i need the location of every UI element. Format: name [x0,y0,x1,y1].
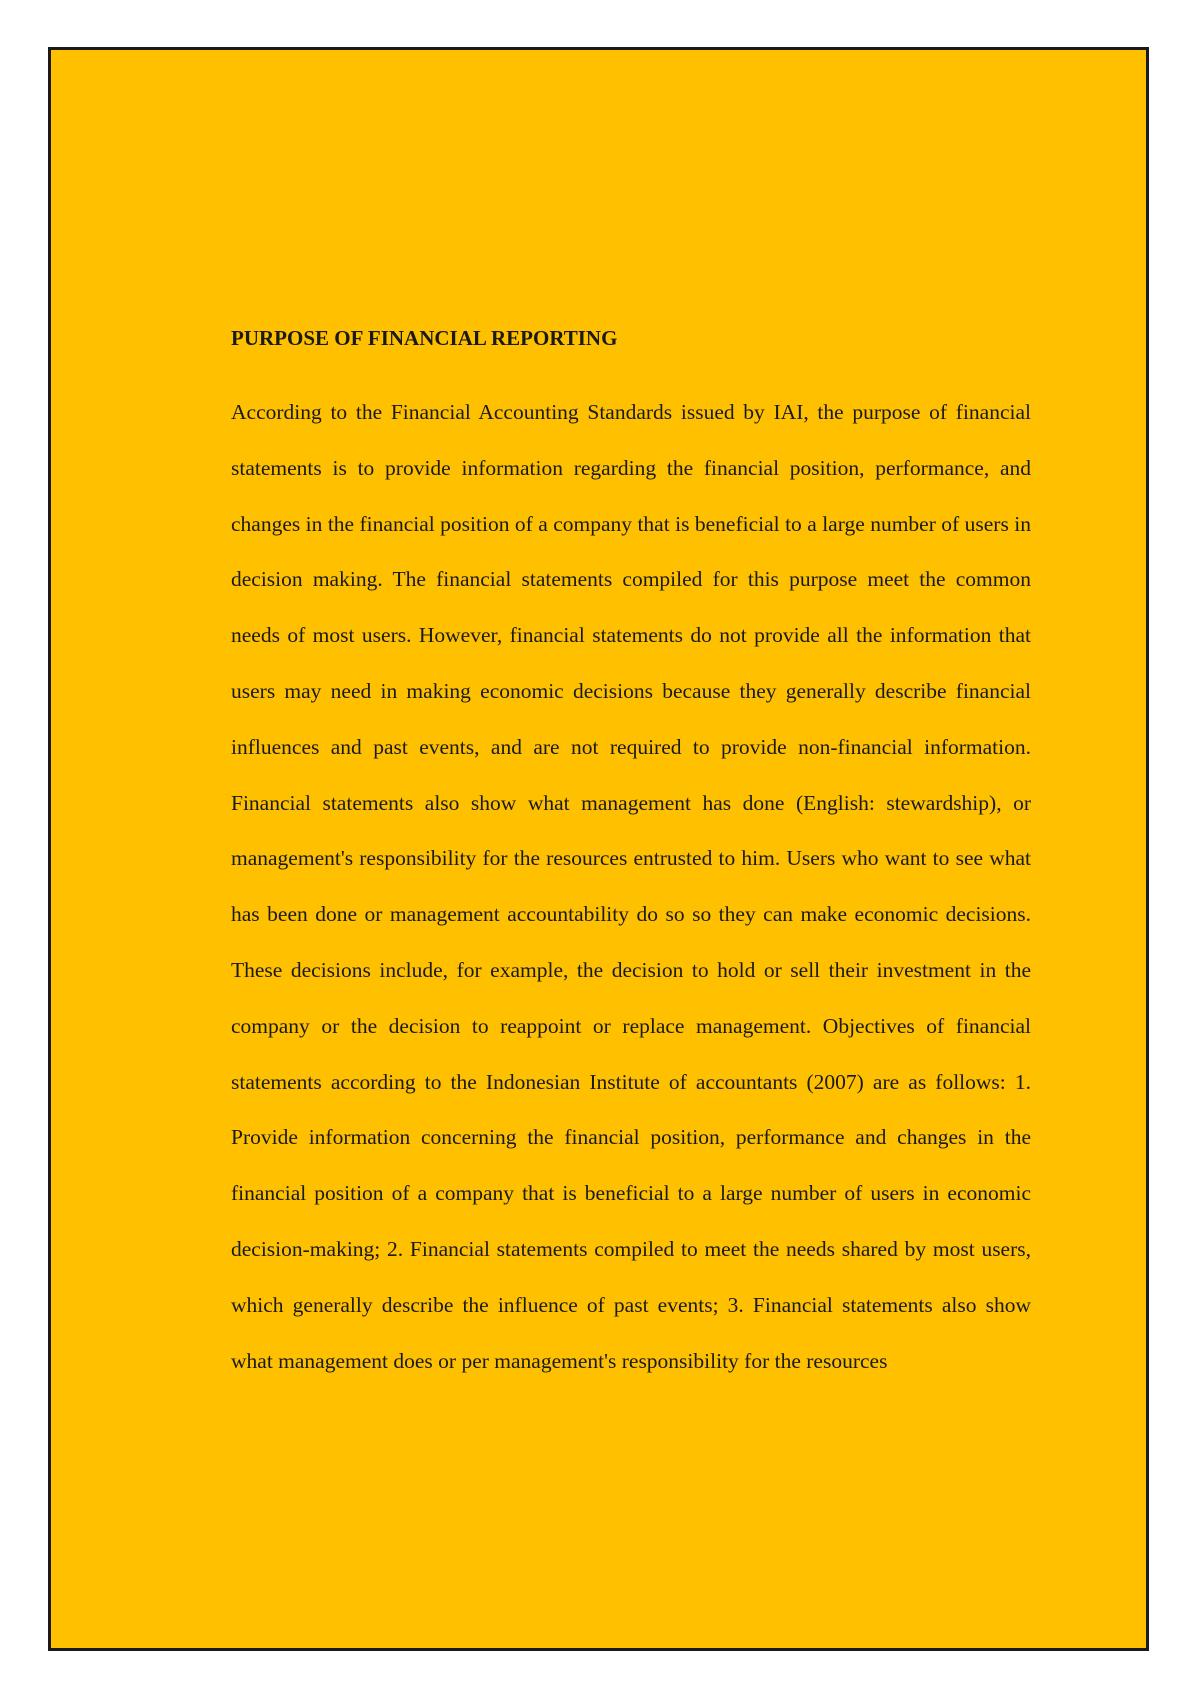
section-heading: PURPOSE OF FINANCIAL REPORTING [231,326,618,350]
document-content [231,328,1031,1389]
document-page [48,47,1149,1651]
body-paragraph: According to the Financial Accounting Standards issued by IAI, the purpose of financial statements is to provide information regarding the financial position, performance, and changes in the financial position of a company that is beneficial to a large number of users in decision making. The financial statements compiled for this purpose meet the common needs of most users. However, financial statements do not provide all the information that users may need in making economic decisions because they generally describe financial influences and past events, and are not required to provide non-financial information. Financial statements also show what management has done (English: stewardship), or management's responsibility for the resources entrusted to him. Users who want to see what has been done or management accountability do so so they can make economic decisions. These decisions include, for example, the decision to hold or sell their investment in the company or the decision to reappoint or replace management. Objectives of financial statements according to the Indonesian Institute of accountants (2007) are as follows: 1. Provide information concerning the financial position, performance and changes in the financial position of a company that is beneficial to a large number of users in economic decision-making; 2. Financial statements compiled to meet the needs shared by most users, which generally describe the influence of past events; 3. Financial statements also show what management does or per management's responsibility for the resources [231,400,1031,1373]
